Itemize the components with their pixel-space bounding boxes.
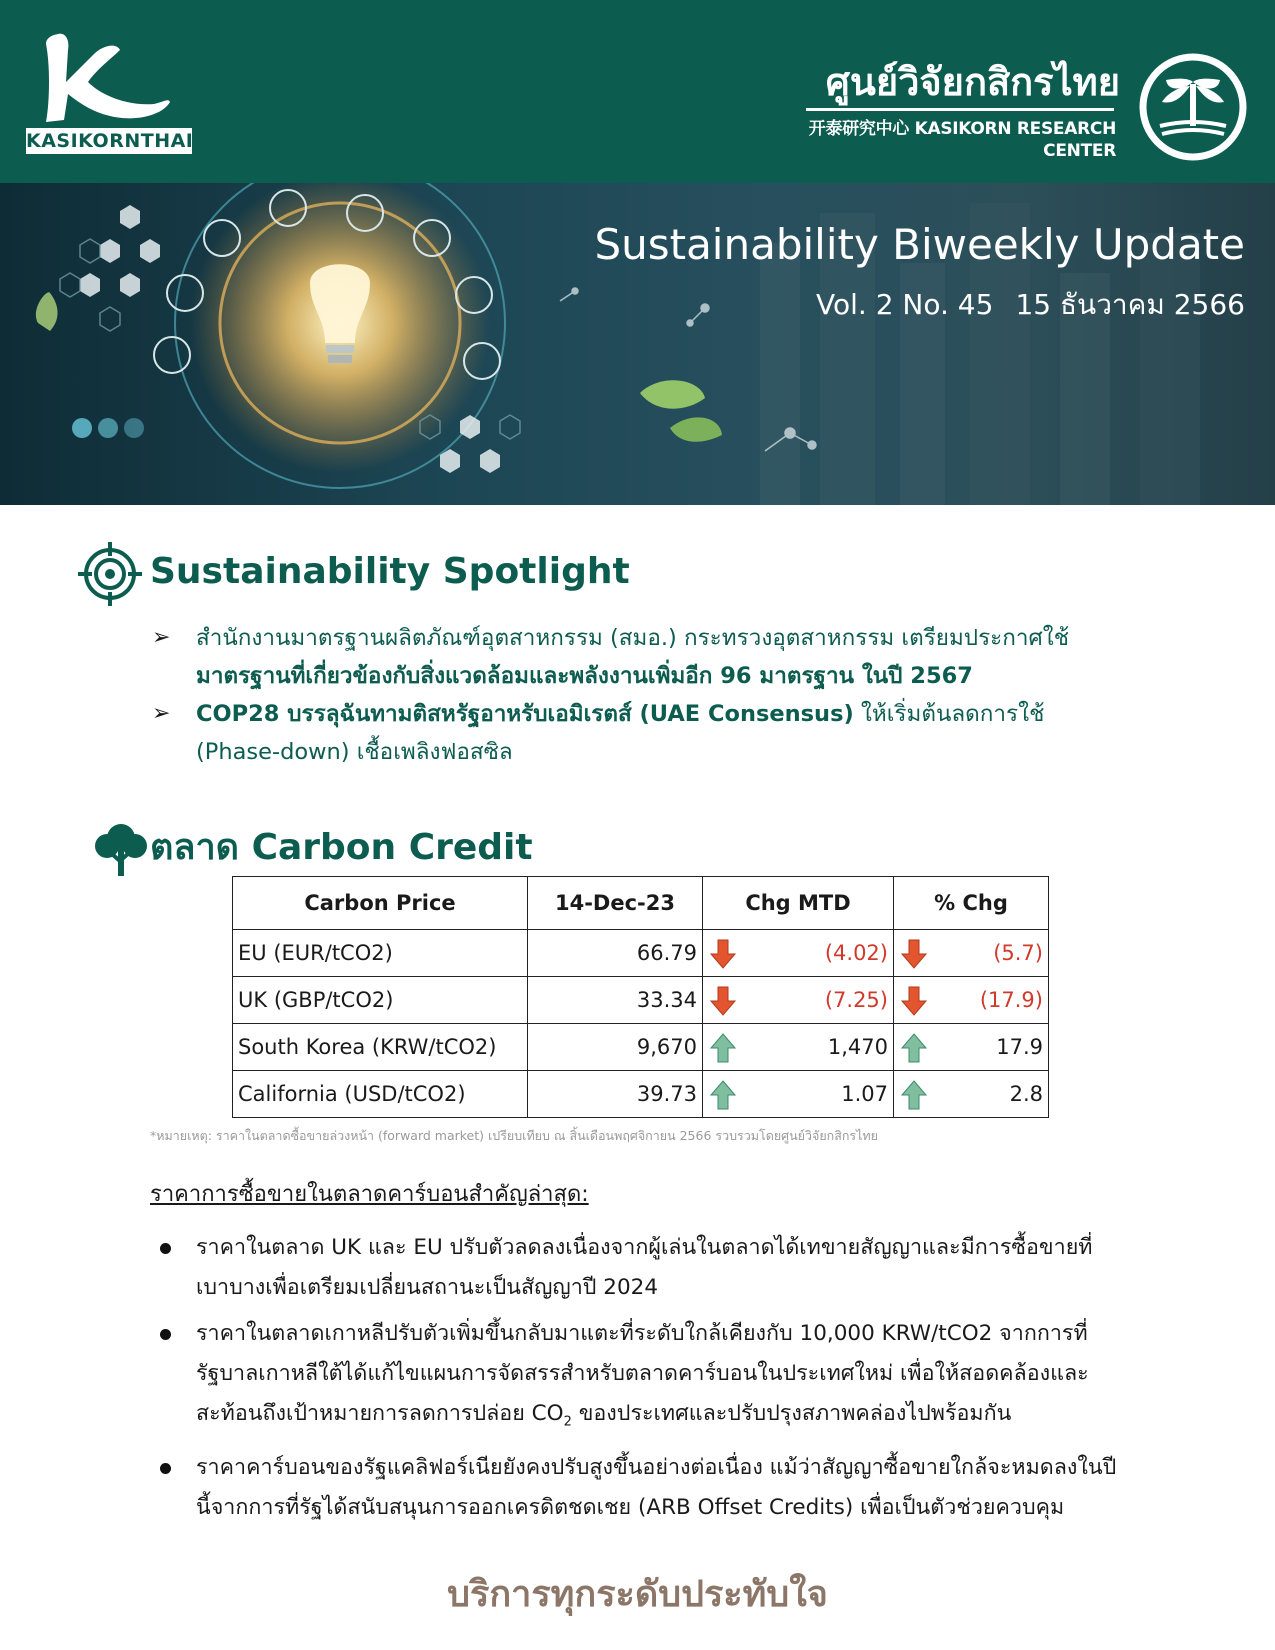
column-header: 14-Dec-23 bbox=[528, 877, 703, 930]
percent-change-value: (5.7) bbox=[993, 941, 1043, 965]
spotlight-item-text: สำนักงานมาตรฐานผลิตภัณฑ์อุตสาหกรรม (สมอ.) กระทรวงอุตสาหกรรม เตรียมประกาศใช้ bbox=[196, 625, 1070, 651]
header-bar bbox=[0, 0, 1275, 183]
spotlight-item-bold: COP28 บรรลุฉันทามติสหรัฐอาหรับเอมิเรตส์ (UAE Consensus) bbox=[196, 701, 854, 727]
percent-change-cell bbox=[894, 977, 1049, 1024]
percent-change-cell bbox=[894, 1024, 1049, 1071]
arrow-up-icon bbox=[900, 1079, 928, 1111]
arrow-down-icon bbox=[900, 985, 928, 1017]
price-value: 9,670 bbox=[528, 1024, 703, 1071]
spotlight-list bbox=[150, 619, 1125, 771]
publication-title: Sustainability Biweekly Update bbox=[594, 220, 1245, 269]
subscript-2: 2 bbox=[563, 1414, 572, 1430]
spotlight-item bbox=[150, 695, 1125, 771]
spotlight-item bbox=[150, 619, 1125, 695]
arrow-down-icon bbox=[709, 985, 737, 1017]
change-mtd-cell bbox=[703, 1071, 894, 1118]
research-center-eng-name: 开泰研究中心 KASIKORN RESEARCH CENTER bbox=[808, 119, 1116, 161]
market-name: California (USD/tCO2) bbox=[233, 1071, 528, 1118]
list-item-text: ราคาในตลาดเกาหลีปรับตัวเพิ่มขึ้นกลับมาแตะที่ระดับใกล้เคียงกับ 10,000 KRW/tCO2 จากการที่รัฐบาลเกาหลีใต้ได้แก้ไขแผนการจัดสรรสำหรับตลาดคาร์บอนในประเทศใหม่ เพื่อให้สอดคล้องและสะท้อนถึงเป้าหมายการลดการปล่อย CO bbox=[196, 1321, 1089, 1426]
arrow-up-icon bbox=[900, 1032, 928, 1064]
change-mtd-cell bbox=[703, 977, 894, 1024]
change-mtd-value: (4.02) bbox=[824, 941, 888, 965]
arrow-bullet-icon: ➢ bbox=[152, 625, 171, 650]
arrow-up-icon bbox=[709, 1032, 737, 1064]
tree-icon bbox=[92, 820, 150, 878]
spotlight-item-tail: ให้เริ่มต้นลดการใช้ (Phase-down) เชื้อเพลิงฟอสซิล bbox=[196, 701, 1045, 765]
table-row bbox=[233, 1071, 1049, 1118]
volume-number: Vol. 2 No. 45 bbox=[816, 288, 994, 321]
footer-slogan: บริการทุกระดับประทับใจ bbox=[447, 1574, 828, 1615]
arrow-bullet-icon: ➢ bbox=[152, 701, 171, 726]
percent-change-cell bbox=[894, 930, 1049, 977]
change-mtd-value: (7.25) bbox=[824, 988, 888, 1012]
target-icon bbox=[78, 542, 142, 606]
publication-issue bbox=[816, 287, 1245, 323]
table-row bbox=[233, 1024, 1049, 1071]
list-item bbox=[150, 1448, 1130, 1528]
kasikorn-emblem-icon bbox=[1138, 52, 1248, 162]
issue-date: 15 ธันวาคม 2566 bbox=[1015, 288, 1245, 321]
change-mtd-cell bbox=[703, 930, 894, 977]
change-mtd-cell bbox=[703, 1024, 894, 1071]
table-row bbox=[233, 930, 1049, 977]
price-value: 33.34 bbox=[528, 977, 703, 1024]
arrow-down-icon bbox=[900, 938, 928, 970]
bullet-dot-icon bbox=[160, 1329, 171, 1340]
list-item-text-tail: ของประเทศและปรับปรุงสภาพคล่องไปพร้อมกัน bbox=[571, 1401, 1012, 1426]
column-header: Chg MTD bbox=[703, 877, 894, 930]
carbon-price-table bbox=[232, 876, 1049, 1118]
latest-prices-subheading: ราคาการซื้อขายในตลาดคาร์บอนสำคัญล่าสุด: bbox=[150, 1182, 589, 1207]
list-item-text: ราคาในตลาด UK และ EU ปรับตัวลดลงเนื่องจากผู้เล่นในตลาดได้เทขายสัญญาและมีการซื้อขายที่เบาบางเพื่อเตรียมเปลี่ยนสถานะเป็นสัญญาปี 2024 bbox=[196, 1235, 1093, 1300]
change-mtd-value: 1.07 bbox=[841, 1082, 888, 1106]
market-commentary-list bbox=[150, 1228, 1130, 1534]
bullet-dot-icon bbox=[160, 1463, 171, 1474]
change-mtd-value: 1,470 bbox=[827, 1035, 888, 1059]
research-center-thai-name: ศูนย์วิจัยกสิกรไทย bbox=[825, 60, 1120, 104]
spotlight-heading: Sustainability Spotlight bbox=[150, 551, 630, 592]
spotlight-item-bold: มาตรฐานที่เกี่ยวข้องกับสิ่งแวดล้อมและพลังงานเพิ่มอีก 96 มาตรฐาน ในปี 2567 bbox=[196, 663, 973, 689]
carbon-credit-heading: ตลาด Carbon Credit bbox=[150, 827, 533, 868]
list-item-text: ราคาคาร์บอนของรัฐแคลิฟอร์เนียยังคงปรับสูงขึ้นอย่างต่อเนื่อง แม้ว่าสัญญาซื้อขายใกล้จะหมดลงในปีนี้จากการที่รัฐได้สนับสนุนการออกเครดิตชดเชย (ARB Offset Credits) เพื่อเป็นตัวช่วยควบคุม bbox=[196, 1455, 1117, 1521]
table-footnote: *หมายเหตุ: ราคาในตลาดซื้อขายล่วงหน้า (forward market) เปรียบเทียบ ณ สิ้นเดือนพฤศจิกายน 2566 รวบรวมโดยศูนย์วิจัยกสิกรไทย bbox=[150, 1128, 878, 1143]
column-header: % Chg bbox=[894, 877, 1049, 930]
list-item bbox=[150, 1314, 1130, 1442]
bullet-dot-icon bbox=[160, 1243, 171, 1254]
arrow-up-icon bbox=[709, 1079, 737, 1111]
market-name: South Korea (KRW/tCO2) bbox=[233, 1024, 528, 1071]
column-header: Carbon Price bbox=[233, 877, 528, 930]
percent-change-cell bbox=[894, 1071, 1049, 1118]
table-row bbox=[233, 977, 1049, 1024]
percent-change-value: 2.8 bbox=[1009, 1082, 1043, 1106]
market-name: UK (GBP/tCO2) bbox=[233, 977, 528, 1024]
brand-word: KASIKORNTHAI bbox=[26, 130, 194, 152]
percent-change-value: (17.9) bbox=[979, 988, 1043, 1012]
list-item bbox=[150, 1228, 1130, 1308]
hero-banner bbox=[0, 183, 1275, 505]
percent-change-value: 17.9 bbox=[996, 1035, 1043, 1059]
price-value: 66.79 bbox=[528, 930, 703, 977]
price-value: 39.73 bbox=[528, 1071, 703, 1118]
table-header-row bbox=[233, 877, 1049, 930]
arrow-down-icon bbox=[709, 938, 737, 970]
market-name: EU (EUR/tCO2) bbox=[233, 930, 528, 977]
header-divider bbox=[806, 108, 1114, 111]
